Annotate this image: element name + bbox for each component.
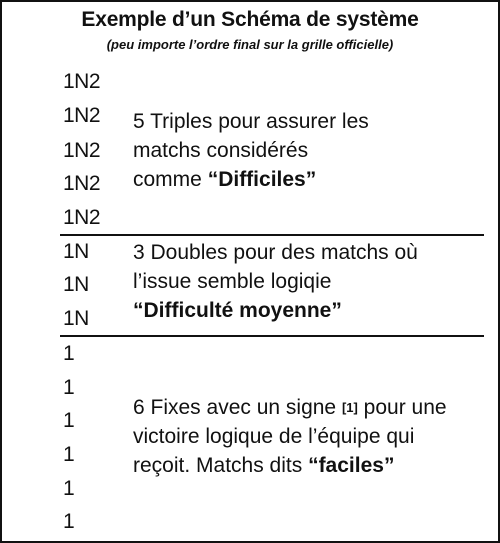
description-text: reçoit. Matchs dits bbox=[133, 454, 309, 477]
code-triple: 1N2 bbox=[63, 172, 101, 195]
description-line: victoire logique de l’équipe qui bbox=[133, 425, 415, 448]
category-label-difficult: “Difficiles” bbox=[207, 168, 317, 191]
code-double: 1N bbox=[63, 273, 89, 296]
section-divider bbox=[60, 335, 484, 337]
description-line bbox=[133, 451, 447, 480]
description-line: l’issue semble logiqie bbox=[133, 270, 332, 293]
description-line: 3 Doubles pour des matchs où bbox=[133, 241, 418, 264]
page-title: Exemple d’un Schéma de système bbox=[81, 8, 419, 31]
page-subtitle: (peu importe l’ordre final sur la grille officielle) bbox=[106, 37, 394, 52]
description-line bbox=[133, 393, 447, 422]
code-triple: 1N2 bbox=[63, 139, 101, 162]
sign-bracket: [1] bbox=[341, 400, 358, 415]
code-triple: 1N2 bbox=[63, 206, 101, 229]
code-fixed: 1 bbox=[63, 443, 75, 466]
section-divider bbox=[60, 234, 484, 236]
description-text: 6 Fixes avec un signe bbox=[133, 396, 342, 419]
description-text: comme bbox=[133, 168, 208, 191]
category-label-easy: “faciles” bbox=[308, 454, 395, 477]
code-triple: 1N2 bbox=[63, 70, 101, 93]
code-fixed: 1 bbox=[63, 409, 75, 432]
description-line bbox=[133, 165, 369, 194]
triples-description bbox=[133, 107, 369, 194]
code-fixed: 1 bbox=[63, 510, 75, 533]
description-line: 5 Triples pour assurer les bbox=[133, 110, 369, 133]
code-triple: 1N2 bbox=[63, 104, 101, 127]
code-double: 1N bbox=[63, 240, 89, 263]
fixes-description bbox=[133, 393, 447, 480]
doubles-description bbox=[133, 238, 418, 325]
code-fixed: 1 bbox=[63, 342, 75, 365]
category-label-medium: “Difficulté moyenne” bbox=[133, 299, 342, 322]
code-double: 1N bbox=[63, 307, 89, 330]
code-fixed: 1 bbox=[63, 477, 75, 500]
description-line: matchs considérés bbox=[133, 139, 309, 162]
description-line bbox=[133, 296, 418, 325]
description-text: pour une bbox=[357, 396, 447, 419]
code-fixed: 1 bbox=[63, 376, 75, 399]
